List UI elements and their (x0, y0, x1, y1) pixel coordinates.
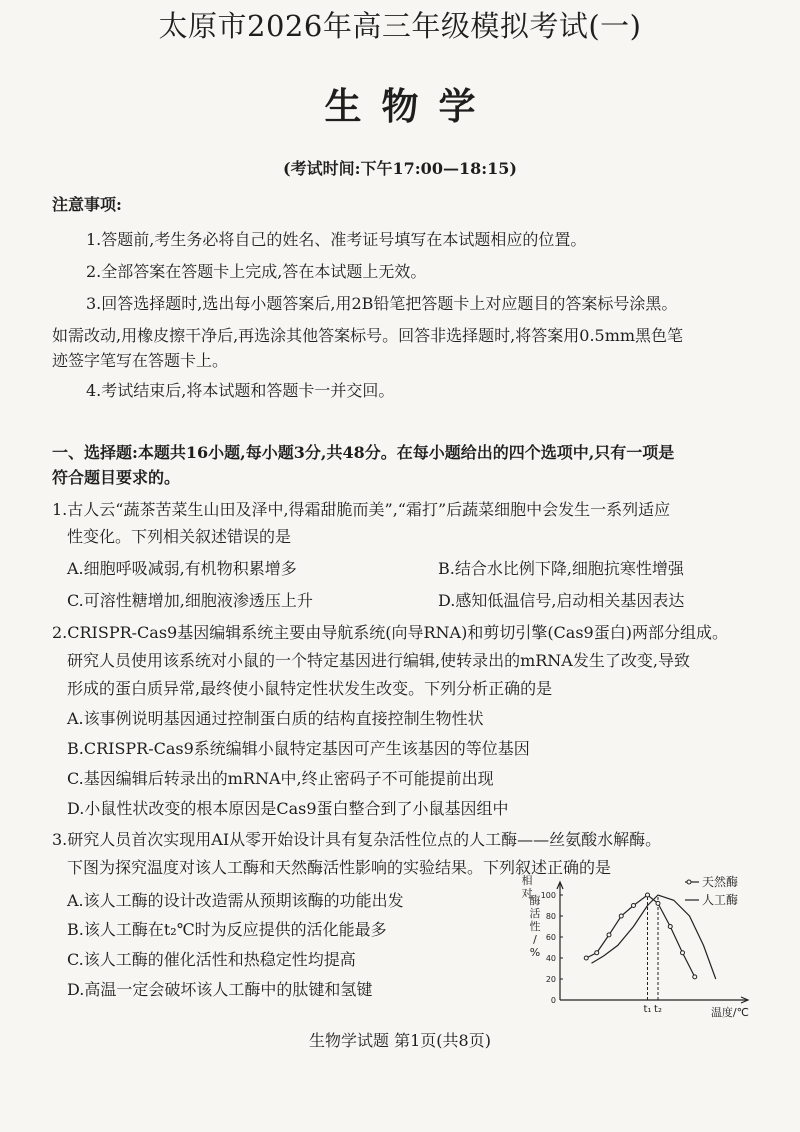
data-point (607, 933, 611, 937)
y-tick-label: 20 (545, 975, 556, 984)
notice-heading: 注意事项: (52, 195, 122, 214)
enzyme-activity-chart (515, 874, 785, 1024)
data-point (595, 951, 599, 955)
data-point (646, 893, 650, 897)
data-point (619, 914, 623, 918)
q1-option-a: A.细胞呼吸减弱,有机物积累增多 (67, 559, 297, 578)
x-axis-label: 温度/℃ (710, 1006, 749, 1019)
legend-marker-natural (687, 880, 691, 884)
exam-title: 太原市2026年高三年级模拟考试(一) (158, 9, 642, 43)
section-heading: 符合题目要求的。 (52, 468, 181, 487)
section-heading: 一、选择题:本题共16小题,每小题3分,共48分。在每小题给出的四个选项中,只有一项是 (52, 443, 675, 462)
y-axis-label-char: / (533, 933, 537, 946)
q2-stem: 2.CRISPR-Cas9基因编辑系统主要由导航系统(向导RNA)和剪切引擎(Cas9蛋白)两部分组成。 (52, 623, 728, 642)
y-axis-label-char: 性 (529, 920, 541, 933)
q3-option-a: A.该人工酶的设计改造需从预期该酶的功能出发 (67, 891, 404, 910)
subject-title: 生物学 (324, 84, 496, 128)
legend-label-artificial: 人工酶 (702, 893, 739, 907)
q3-option-b: B.该人工酶在t₂℃时为反应提供的活化能最多 (67, 920, 387, 939)
y-tick-label: 80 (545, 912, 556, 921)
notice-item: 2.全部答案在答题卡上完成,答在本试题上无效。 (86, 262, 427, 281)
y-tick-label: 0 (550, 996, 556, 1005)
y-axis-label-char: % (529, 946, 541, 959)
notice-item: 迹签字笔写在答题卡上。 (52, 351, 229, 370)
y-tick-label: 40 (545, 954, 556, 963)
q2-stem: 形成的蛋白质异常,最终使小鼠特定性状发生改变。下列分析正确的是 (67, 679, 553, 698)
y-axis-label-char: 活 (529, 907, 541, 920)
data-point (632, 904, 636, 908)
notice-item: 如需改动,用橡皮擦干净后,再选涂其他答案标号。回答非选择题时,将答案用0.5mm黑色笔 (52, 326, 684, 345)
q2-option-d: D.小鼠性状改变的根本原因是Cas9蛋白整合到了小鼠基因组中 (67, 799, 509, 818)
data-point (693, 975, 697, 979)
q1-stem: 1.古人云“蔬茶苦菜生山田及泽中,得霜甜脆而美”,“霜打”后蔬菜细胞中会发生一系列适应 (52, 500, 671, 519)
notice-item: 4.考试结束后,将本试题和答题卡一并交回。 (86, 381, 395, 400)
y-axis-label-char: 相 (521, 874, 533, 887)
q1-option-c: C.可溶性糖增加,细胞液渗透压上升 (67, 591, 313, 610)
notice-item: 3.回答选择题时,选出每小题答案后,用2B铅笔把答题卡上对应题目的答案标号涂黑。 (86, 294, 678, 313)
q3-option-c: C.该人工酶的催化活性和热稳定性均提高 (67, 950, 356, 969)
q3-stem: 3.研究人员首次实现用AI从零开始设计具有复杂活性位点的人工酶——丝氨酸水解酶。 (52, 830, 662, 849)
y-axis-label-char: 对 (521, 887, 533, 900)
data-point (681, 951, 685, 955)
q3-option-d: D.高温一定会破坏该人工酶中的肽键和氢键 (67, 980, 373, 999)
q2-option-a: A.该事例说明基因通过控制蛋白质的结构直接控制生物性状 (67, 709, 484, 728)
series-line-natural-enzyme (586, 895, 695, 977)
q2-option-c: C.基因编辑后转录出的mRNA中,终止密码子不可能提前出现 (67, 769, 494, 788)
q1-option-b: B.结合水比例下降,细胞抗寒性增强 (438, 559, 684, 578)
data-point (668, 925, 672, 929)
q1-option-d: D.感知低温信号,启动相关基因表达 (438, 591, 685, 610)
notice-item: 1.答题前,考生务必将自己的姓名、准考证号填写在本试题相应的位置。 (86, 230, 587, 249)
data-point (656, 901, 660, 905)
q1-stem: 性变化。下列相关叙述错误的是 (67, 527, 292, 546)
q2-stem: 研究人员使用该系统对小鼠的一个特定基因进行编辑,使转录出的mRNA发生了改变,导致 (67, 651, 690, 670)
page-footer: 生物学试题 第1页(共8页) (309, 1031, 491, 1050)
x-tick-label: t₂ (654, 1004, 662, 1015)
x-tick-label: t₁ (643, 1004, 652, 1015)
y-tick-label: 100 (540, 891, 556, 900)
y-tick-label: 60 (545, 933, 556, 942)
q2-option-b: B.CRISPR-Cas9系统编辑小鼠特定基因可产生该基因的等位基因 (67, 739, 530, 758)
data-point (584, 956, 588, 960)
legend-label-natural: 天然酶 (702, 875, 739, 889)
y-axis-label-char: 酶 (529, 894, 541, 907)
exam-time: (考试时间:下午17:00—18:15) (283, 159, 517, 178)
q3-stem: 下图为探究温度对该人工酶和天然酶活性影响的实验结果。下列叙述正确的是 (67, 858, 612, 877)
